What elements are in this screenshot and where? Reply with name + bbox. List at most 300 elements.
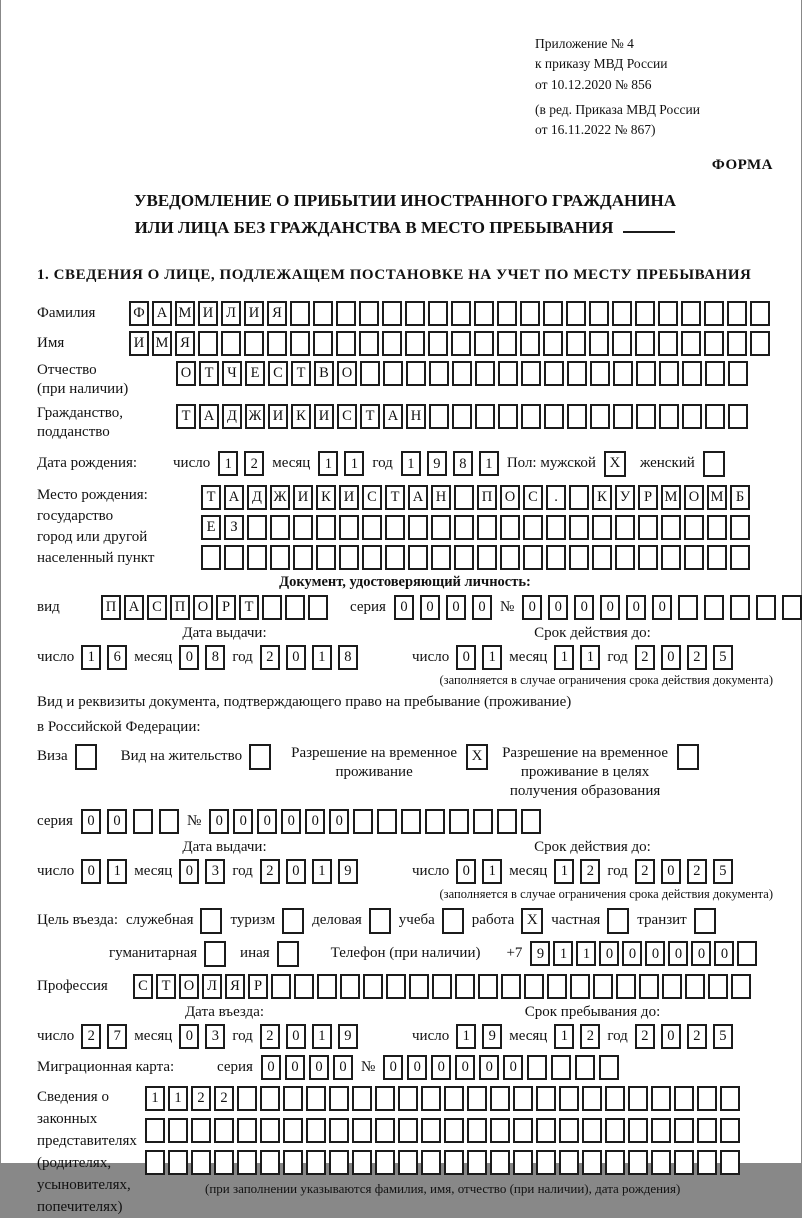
char-box[interactable]: [214, 1118, 234, 1143]
char-box[interactable]: О: [193, 595, 213, 620]
valid-year-input[interactable]: [635, 645, 733, 670]
char-box[interactable]: [707, 545, 727, 570]
char-box[interactable]: [589, 301, 609, 326]
char-box[interactable]: 2: [260, 645, 280, 670]
char-box[interactable]: [421, 1086, 441, 1111]
char-box[interactable]: 0: [668, 941, 688, 966]
char-box[interactable]: [636, 361, 656, 386]
char-box[interactable]: Т: [385, 485, 405, 510]
char-box[interactable]: [475, 361, 495, 386]
char-box[interactable]: [352, 1086, 372, 1111]
char-box[interactable]: [524, 974, 544, 999]
char-box[interactable]: [267, 331, 287, 356]
char-box[interactable]: [704, 595, 724, 620]
char-box[interactable]: [237, 1150, 257, 1175]
char-box[interactable]: [467, 1150, 487, 1175]
char-box[interactable]: [704, 331, 724, 356]
char-box[interactable]: 5: [713, 859, 733, 884]
char-box[interactable]: [720, 1086, 740, 1111]
char-box[interactable]: 0: [179, 645, 199, 670]
char-box[interactable]: [375, 1150, 395, 1175]
stay-until-year-input[interactable]: [635, 1024, 733, 1049]
char-box[interactable]: [497, 301, 517, 326]
char-box[interactable]: О: [337, 361, 357, 386]
birth-month-input[interactable]: [318, 451, 364, 476]
char-box[interactable]: [191, 1150, 211, 1175]
char-box[interactable]: [720, 1118, 740, 1143]
char-box[interactable]: 0: [600, 595, 620, 620]
char-box[interactable]: Ф: [129, 301, 149, 326]
char-box[interactable]: [159, 809, 179, 834]
char-box[interactable]: [704, 301, 724, 326]
char-box[interactable]: [708, 974, 728, 999]
char-box[interactable]: [567, 361, 587, 386]
char-box[interactable]: [523, 545, 543, 570]
char-box[interactable]: [247, 545, 267, 570]
stay-issue-day-input[interactable]: [81, 859, 127, 884]
char-box[interactable]: [569, 515, 589, 540]
char-box[interactable]: 1: [318, 451, 338, 476]
char-box[interactable]: Т: [201, 485, 221, 510]
char-box[interactable]: [133, 809, 153, 834]
char-box[interactable]: [421, 1150, 441, 1175]
char-box[interactable]: 0: [309, 1055, 329, 1080]
char-box[interactable]: 0: [503, 1055, 523, 1080]
char-box[interactable]: М: [152, 331, 172, 356]
representatives-line2-input[interactable]: [145, 1118, 740, 1143]
char-box[interactable]: 2: [635, 645, 655, 670]
birth-place-line2-input[interactable]: [201, 515, 750, 540]
char-box[interactable]: [705, 361, 725, 386]
char-box[interactable]: [730, 545, 750, 570]
title-blank-line[interactable]: [623, 219, 675, 233]
char-box[interactable]: [306, 1118, 326, 1143]
char-box[interactable]: И: [198, 301, 218, 326]
char-box[interactable]: 0: [329, 809, 349, 834]
char-box[interactable]: 1: [312, 859, 332, 884]
char-box[interactable]: [720, 1150, 740, 1175]
char-box[interactable]: [500, 545, 520, 570]
char-box[interactable]: [498, 361, 518, 386]
char-box[interactable]: [477, 515, 497, 540]
char-box[interactable]: [452, 361, 472, 386]
char-box[interactable]: Т: [199, 361, 219, 386]
char-box[interactable]: 2: [260, 1024, 280, 1049]
char-box[interactable]: [682, 361, 702, 386]
char-box[interactable]: .: [546, 485, 566, 510]
doc-number-input[interactable]: [522, 595, 802, 620]
purpose-private-checkbox[interactable]: [607, 908, 629, 934]
char-box[interactable]: [638, 545, 658, 570]
char-box[interactable]: 8: [338, 645, 358, 670]
char-box[interactable]: Т: [239, 595, 259, 620]
char-box[interactable]: [362, 515, 382, 540]
char-box[interactable]: 0: [522, 595, 542, 620]
char-box[interactable]: [498, 404, 518, 429]
char-box[interactable]: Л: [202, 974, 222, 999]
char-box[interactable]: [582, 1086, 602, 1111]
char-box[interactable]: 1: [576, 941, 596, 966]
char-box[interactable]: [382, 331, 402, 356]
char-box[interactable]: [635, 331, 655, 356]
char-box[interactable]: 9: [530, 941, 550, 966]
char-box[interactable]: Т: [291, 361, 311, 386]
doc-kind-input[interactable]: [101, 595, 328, 620]
char-box[interactable]: [336, 301, 356, 326]
char-box[interactable]: [613, 404, 633, 429]
stay-issue-year-input[interactable]: [260, 859, 358, 884]
char-box[interactable]: [283, 1118, 303, 1143]
char-box[interactable]: А: [383, 404, 403, 429]
char-box[interactable]: [605, 1118, 625, 1143]
char-box[interactable]: К: [291, 404, 311, 429]
char-box[interactable]: 0: [472, 595, 492, 620]
char-box[interactable]: 0: [281, 809, 301, 834]
char-box[interactable]: [536, 1118, 556, 1143]
char-box[interactable]: 2: [260, 859, 280, 884]
char-box[interactable]: О: [684, 485, 704, 510]
char-box[interactable]: [290, 301, 310, 326]
char-box[interactable]: [224, 545, 244, 570]
char-box[interactable]: 0: [661, 859, 681, 884]
char-box[interactable]: П: [170, 595, 190, 620]
purpose-business-checkbox[interactable]: [369, 908, 391, 934]
char-box[interactable]: С: [268, 361, 288, 386]
char-box[interactable]: [682, 404, 702, 429]
char-box[interactable]: [313, 301, 333, 326]
char-box[interactable]: 0: [333, 1055, 353, 1080]
char-box[interactable]: С: [147, 595, 167, 620]
char-box[interactable]: 1: [168, 1086, 188, 1111]
char-box[interactable]: 1: [81, 645, 101, 670]
char-box[interactable]: [547, 974, 567, 999]
char-box[interactable]: 0: [455, 1055, 475, 1080]
char-box[interactable]: Е: [201, 515, 221, 540]
char-box[interactable]: 0: [661, 645, 681, 670]
gender-female-checkbox[interactable]: [703, 451, 725, 477]
char-box[interactable]: [651, 1086, 671, 1111]
char-box[interactable]: Ж: [270, 485, 290, 510]
char-box[interactable]: К: [592, 485, 612, 510]
char-box[interactable]: [569, 545, 589, 570]
char-box[interactable]: [408, 515, 428, 540]
char-box[interactable]: [551, 1055, 571, 1080]
char-box[interactable]: [497, 331, 517, 356]
char-box[interactable]: [592, 515, 612, 540]
char-box[interactable]: 2: [580, 1024, 600, 1049]
char-box[interactable]: [513, 1118, 533, 1143]
char-box[interactable]: [191, 1118, 211, 1143]
char-box[interactable]: 2: [244, 451, 264, 476]
char-box[interactable]: [559, 1150, 579, 1175]
char-box[interactable]: [527, 1055, 547, 1080]
char-box[interactable]: [145, 1118, 165, 1143]
char-box[interactable]: [605, 1086, 625, 1111]
char-box[interactable]: [636, 404, 656, 429]
purpose-humanitarian-checkbox[interactable]: [204, 941, 226, 967]
entry-day-input[interactable]: [81, 1024, 127, 1049]
char-box[interactable]: 0: [261, 1055, 281, 1080]
char-box[interactable]: 0: [456, 859, 476, 884]
char-box[interactable]: 1: [312, 1024, 332, 1049]
char-box[interactable]: [339, 515, 359, 540]
char-box[interactable]: [501, 974, 521, 999]
char-box[interactable]: Р: [216, 595, 236, 620]
char-box[interactable]: [474, 301, 494, 326]
char-box[interactable]: [659, 404, 679, 429]
char-box[interactable]: [353, 809, 373, 834]
char-box[interactable]: [661, 545, 681, 570]
char-box[interactable]: И: [293, 485, 313, 510]
char-box[interactable]: 1: [482, 859, 502, 884]
char-box[interactable]: [244, 331, 264, 356]
char-box[interactable]: [544, 404, 564, 429]
char-box[interactable]: [467, 1118, 487, 1143]
char-box[interactable]: [613, 361, 633, 386]
char-box[interactable]: 1: [107, 859, 127, 884]
char-box[interactable]: 0: [645, 941, 665, 966]
birth-day-input[interactable]: [218, 451, 264, 476]
char-box[interactable]: [523, 515, 543, 540]
char-box[interactable]: 1: [456, 1024, 476, 1049]
char-box[interactable]: [475, 404, 495, 429]
char-box[interactable]: 0: [286, 645, 306, 670]
char-box[interactable]: [750, 331, 770, 356]
char-box[interactable]: Н: [431, 485, 451, 510]
stay-doc-number-input[interactable]: [209, 809, 541, 834]
char-box[interactable]: [293, 545, 313, 570]
char-box[interactable]: 8: [205, 645, 225, 670]
char-box[interactable]: [697, 1150, 717, 1175]
char-box[interactable]: [431, 515, 451, 540]
char-box[interactable]: Д: [222, 404, 242, 429]
phone-input[interactable]: [530, 941, 757, 966]
char-box[interactable]: [674, 1086, 694, 1111]
char-box[interactable]: 0: [446, 595, 466, 620]
char-box[interactable]: М: [661, 485, 681, 510]
citizenship-input[interactable]: [176, 404, 748, 429]
char-box[interactable]: 0: [661, 1024, 681, 1049]
char-box[interactable]: [612, 331, 632, 356]
char-box[interactable]: [628, 1150, 648, 1175]
char-box[interactable]: Л: [221, 301, 241, 326]
char-box[interactable]: 0: [305, 809, 325, 834]
stay-until-month-input[interactable]: [554, 1024, 600, 1049]
char-box[interactable]: Я: [175, 331, 195, 356]
char-box[interactable]: [521, 404, 541, 429]
char-box[interactable]: [513, 1150, 533, 1175]
char-box[interactable]: О: [176, 361, 196, 386]
char-box[interactable]: [398, 1118, 418, 1143]
issue-year-input[interactable]: [260, 645, 358, 670]
char-box[interactable]: [382, 301, 402, 326]
residence-permit-checkbox[interactable]: [249, 744, 271, 770]
char-box[interactable]: [685, 974, 705, 999]
gender-male-checkbox[interactable]: X: [604, 451, 626, 477]
char-box[interactable]: [697, 1118, 717, 1143]
purpose-other-checkbox[interactable]: [277, 941, 299, 967]
char-box[interactable]: [684, 545, 704, 570]
surname-input[interactable]: [129, 301, 770, 326]
char-box[interactable]: [316, 545, 336, 570]
entry-month-input[interactable]: [179, 1024, 225, 1049]
char-box[interactable]: [454, 485, 474, 510]
char-box[interactable]: Ч: [222, 361, 242, 386]
char-box[interactable]: [615, 545, 635, 570]
char-box[interactable]: 9: [427, 451, 447, 476]
char-box[interactable]: 0: [431, 1055, 451, 1080]
char-box[interactable]: П: [477, 485, 497, 510]
char-box[interactable]: [359, 331, 379, 356]
char-box[interactable]: 1: [344, 451, 364, 476]
stay-issue-month-input[interactable]: [179, 859, 225, 884]
purpose-transit-checkbox[interactable]: [694, 908, 716, 934]
char-box[interactable]: [590, 361, 610, 386]
char-box[interactable]: [674, 1118, 694, 1143]
char-box[interactable]: [260, 1086, 280, 1111]
char-box[interactable]: Т: [360, 404, 380, 429]
purpose-work-checkbox[interactable]: X: [521, 908, 543, 934]
char-box[interactable]: [431, 545, 451, 570]
char-box[interactable]: 0: [209, 809, 229, 834]
char-box[interactable]: [638, 515, 658, 540]
char-box[interactable]: [559, 1118, 579, 1143]
char-box[interactable]: 2: [214, 1086, 234, 1111]
char-box[interactable]: [359, 301, 379, 326]
char-box[interactable]: [546, 515, 566, 540]
char-box[interactable]: И: [314, 404, 334, 429]
char-box[interactable]: [521, 809, 541, 834]
char-box[interactable]: А: [224, 485, 244, 510]
char-box[interactable]: [271, 974, 291, 999]
char-box[interactable]: 0: [233, 809, 253, 834]
char-box[interactable]: 0: [286, 859, 306, 884]
char-box[interactable]: [728, 404, 748, 429]
char-box[interactable]: [428, 301, 448, 326]
char-box[interactable]: 1: [554, 1024, 574, 1049]
char-box[interactable]: [260, 1118, 280, 1143]
char-box[interactable]: [727, 331, 747, 356]
char-box[interactable]: Е: [245, 361, 265, 386]
char-box[interactable]: 1: [401, 451, 421, 476]
migration-card-number-input[interactable]: [383, 1055, 619, 1080]
stay-valid-year-input[interactable]: [635, 859, 733, 884]
char-box[interactable]: [168, 1118, 188, 1143]
char-box[interactable]: [651, 1118, 671, 1143]
char-box[interactable]: [429, 404, 449, 429]
char-box[interactable]: [340, 974, 360, 999]
char-box[interactable]: [316, 515, 336, 540]
char-box[interactable]: [730, 595, 750, 620]
visa-checkbox[interactable]: [75, 744, 97, 770]
char-box[interactable]: [454, 545, 474, 570]
char-box[interactable]: 0: [107, 809, 127, 834]
char-box[interactable]: 0: [383, 1055, 403, 1080]
char-box[interactable]: Ж: [245, 404, 265, 429]
char-box[interactable]: [750, 301, 770, 326]
char-box[interactable]: [283, 1086, 303, 1111]
char-box[interactable]: 9: [482, 1024, 502, 1049]
char-box[interactable]: [198, 331, 218, 356]
char-box[interactable]: 0: [626, 595, 646, 620]
stay-until-day-input[interactable]: [456, 1024, 502, 1049]
char-box[interactable]: Б: [730, 485, 750, 510]
char-box[interactable]: А: [152, 301, 172, 326]
char-box[interactable]: Т: [176, 404, 196, 429]
char-box[interactable]: [270, 545, 290, 570]
char-box[interactable]: [678, 595, 698, 620]
char-box[interactable]: 1: [312, 645, 332, 670]
char-box[interactable]: [628, 1086, 648, 1111]
char-box[interactable]: Н: [406, 404, 426, 429]
char-box[interactable]: [536, 1086, 556, 1111]
char-box[interactable]: [559, 1086, 579, 1111]
char-box[interactable]: [452, 404, 472, 429]
char-box[interactable]: [444, 1150, 464, 1175]
char-box[interactable]: [406, 361, 426, 386]
char-box[interactable]: 0: [257, 809, 277, 834]
char-box[interactable]: 2: [635, 1024, 655, 1049]
char-box[interactable]: [429, 361, 449, 386]
char-box[interactable]: 0: [622, 941, 642, 966]
char-box[interactable]: [543, 331, 563, 356]
char-box[interactable]: 0: [286, 1024, 306, 1049]
char-box[interactable]: [451, 301, 471, 326]
char-box[interactable]: [590, 404, 610, 429]
char-box[interactable]: 2: [81, 1024, 101, 1049]
valid-day-input[interactable]: [456, 645, 502, 670]
char-box[interactable]: [398, 1086, 418, 1111]
char-box[interactable]: [375, 1086, 395, 1111]
char-box[interactable]: 1: [580, 645, 600, 670]
representatives-line3-input[interactable]: [145, 1150, 740, 1175]
char-box[interactable]: И: [339, 485, 359, 510]
char-box[interactable]: [513, 1086, 533, 1111]
char-box[interactable]: [546, 545, 566, 570]
patronymic-input[interactable]: [176, 361, 748, 386]
char-box[interactable]: 3: [205, 859, 225, 884]
char-box[interactable]: [473, 809, 493, 834]
char-box[interactable]: [731, 974, 751, 999]
char-box[interactable]: [639, 974, 659, 999]
char-box[interactable]: [599, 1055, 619, 1080]
char-box[interactable]: [681, 301, 701, 326]
entry-year-input[interactable]: [260, 1024, 358, 1049]
char-box[interactable]: [363, 974, 383, 999]
char-box[interactable]: [428, 331, 448, 356]
char-box[interactable]: [317, 974, 337, 999]
char-box[interactable]: [293, 515, 313, 540]
temp-residence-education-checkbox[interactable]: [677, 744, 699, 770]
char-box[interactable]: [262, 595, 282, 620]
char-box[interactable]: 9: [338, 1024, 358, 1049]
char-box[interactable]: 1: [145, 1086, 165, 1111]
char-box[interactable]: [201, 545, 221, 570]
char-box[interactable]: [409, 974, 429, 999]
char-box[interactable]: 0: [179, 1024, 199, 1049]
char-box[interactable]: 5: [713, 645, 733, 670]
char-box[interactable]: [377, 809, 397, 834]
valid-month-input[interactable]: [554, 645, 600, 670]
char-box[interactable]: [582, 1118, 602, 1143]
char-box[interactable]: [467, 1086, 487, 1111]
char-box[interactable]: [260, 1150, 280, 1175]
char-box[interactable]: [582, 1150, 602, 1175]
char-box[interactable]: [329, 1118, 349, 1143]
char-box[interactable]: [661, 515, 681, 540]
char-box[interactable]: [727, 301, 747, 326]
given-name-input[interactable]: [129, 331, 770, 356]
